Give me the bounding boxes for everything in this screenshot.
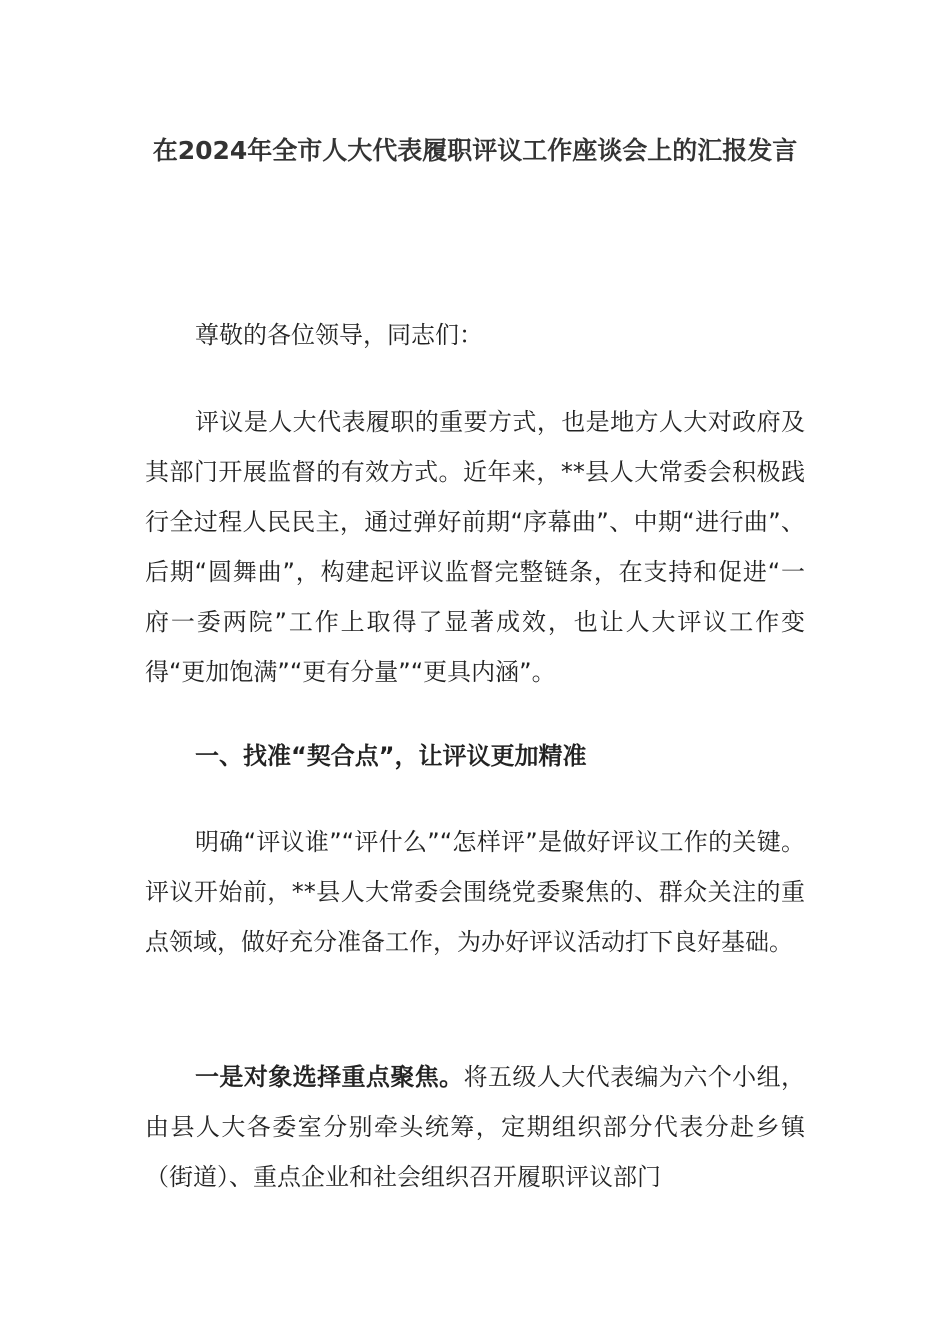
section-heading-1: 一、找准“契合点”，让评议更加精准 <box>195 742 587 770</box>
paragraph-point-1 <box>145 1052 805 1202</box>
paragraph-section-1: 明确“评议谁”“评什么”“怎样评”是做好评议工作的关键。评议开始前，**县人大常委会围绕党委聚焦的、群众关注的重点领域，做好充分准备工作，为办好评议活动打下良好基础。 <box>145 828 805 956</box>
paragraph-point-1-body: 将五级人大代表编为六个小组，由县人大各委室分别牵头统筹，定期组织部分代表分赴乡镇（街道）、重点企业和社会组织召开履职评议部门 <box>145 1063 806 1191</box>
document-title: 在2024年全市人大代表履职评议工作座谈会上的汇报发言 <box>152 136 798 165</box>
paragraph-intro: 评议是人大代表履职的重要方式，也是地方人大对政府及其部门开展监督的有效方式。近年来，**县人大常委会积极践行全过程人民民主，通过弹好前期“序幕曲”、中期“进行曲”、后期“圆舞曲”，构建起评议监督完整链条，在支持和促进“一府一委两院”工作上取得了显著成效，也让人大评议工作变得“更加饱满”“更有分量”“更具内涵”。 <box>145 408 805 686</box>
greeting: 尊敬的各位领导，同志们： <box>195 321 483 349</box>
paragraph-point-1-lead: 一是对象选择重点聚焦。 <box>195 1063 464 1091</box>
